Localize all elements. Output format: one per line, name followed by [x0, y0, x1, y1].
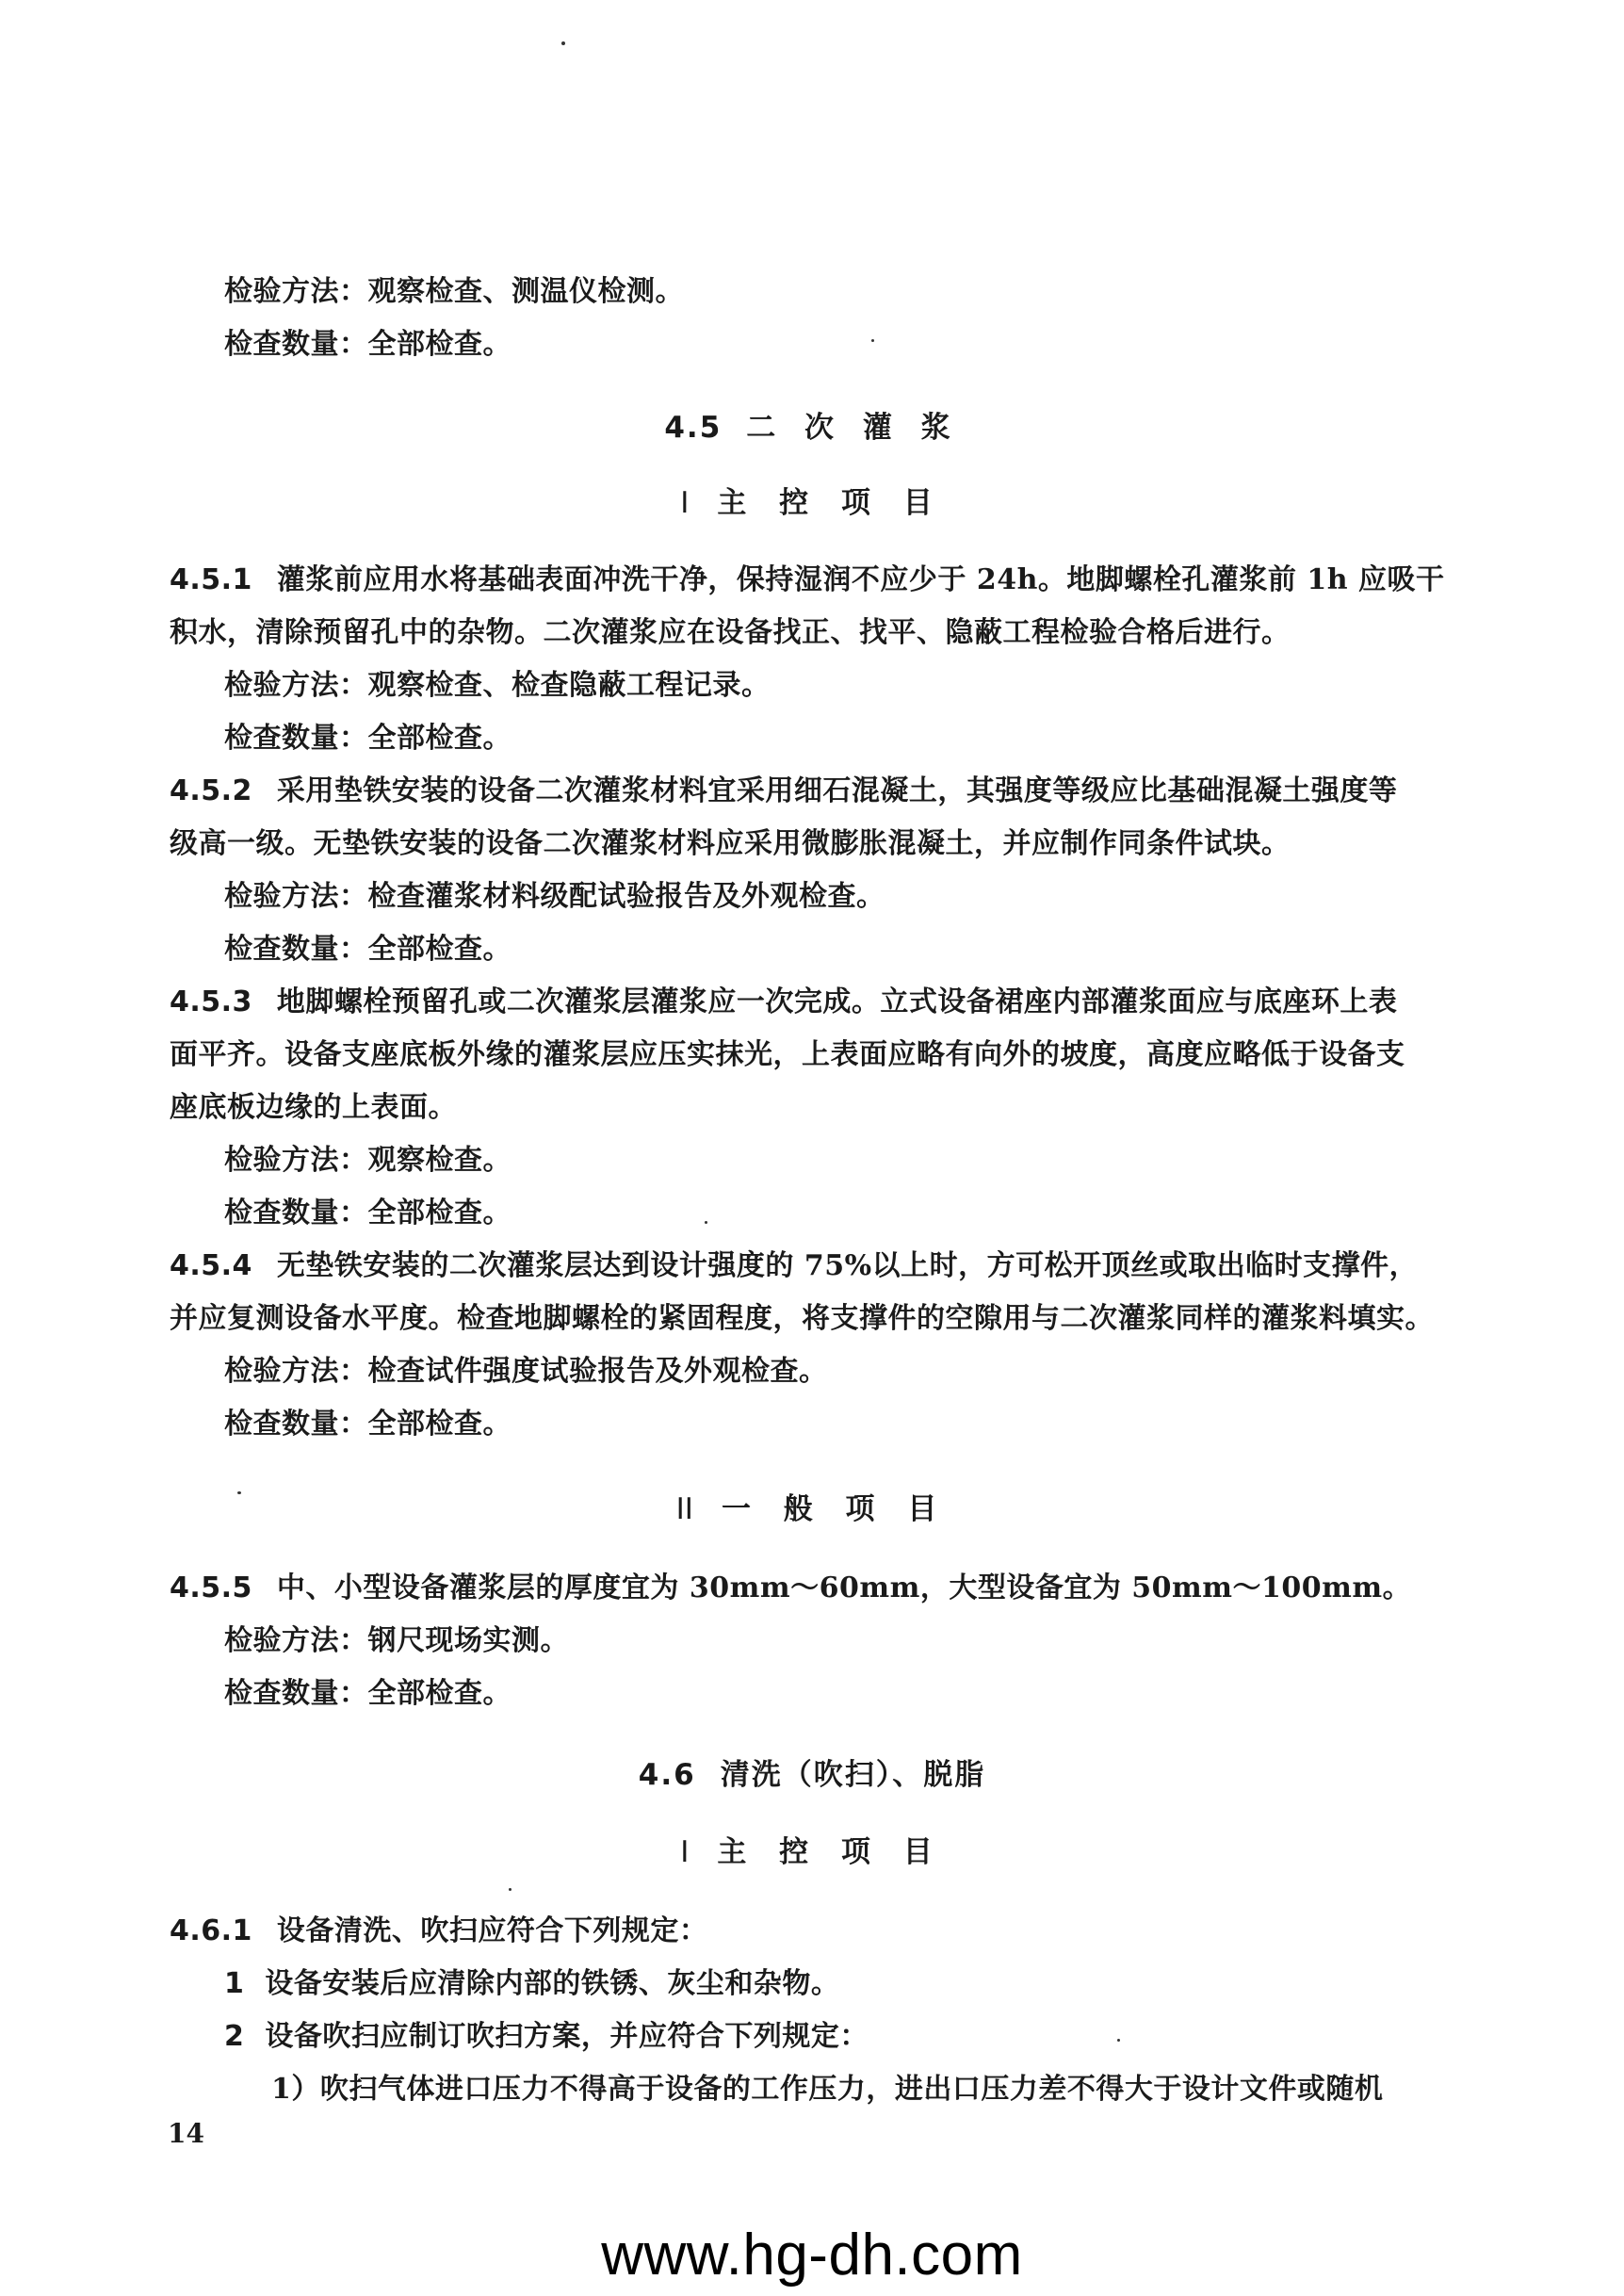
- inspection-quantity: 检查数量：全部检查。: [224, 1197, 512, 1229]
- section-heading-4-6: [0, 1756, 1624, 1794]
- inspection-method: 检验方法：检查灌浆材料级配试验报告及外观检查。: [224, 880, 885, 913]
- list-number: 1: [224, 1967, 245, 2000]
- section-title: 清洗（吹扫）、脱脂: [720, 1758, 986, 1792]
- scan-speck: [561, 41, 565, 45]
- page-number: 14: [168, 2118, 204, 2149]
- subsection-heading: [0, 484, 1624, 522]
- scan-speck: [509, 1888, 512, 1891]
- roman-numeral: II: [675, 1492, 693, 1526]
- clause-number: 4.6.1: [170, 1914, 252, 1947]
- inspection-method: 检验方法：观察检查、检查隐蔽工程记录。: [224, 669, 771, 702]
- clause-text: 设备清洗、吹扫应符合下列规定：: [276, 1914, 708, 1947]
- text-line: 座底板边缘的上表面。: [170, 1091, 457, 1124]
- inspection-method: 检验方法：检查试件强度试验报告及外观检查。: [224, 1355, 828, 1388]
- list-text: 设备吹扫应制订吹扫方案，并应符合下列规定：: [265, 2020, 869, 2053]
- subsection-title: 主 控 项 目: [717, 1835, 944, 1869]
- clause-number: 4.5.3: [170, 985, 252, 1018]
- scan-speck: [705, 1221, 707, 1224]
- clause-4-5-5: [170, 1570, 1411, 1607]
- clause-text: 无垫铁安装的二次灌浆层达到设计强度的 75%以上时，方可松开顶丝或取出临时支撑件，: [276, 1249, 1419, 1282]
- roman-numeral: I: [680, 1835, 690, 1869]
- roman-numeral: I: [680, 486, 690, 520]
- list-item: [224, 1965, 839, 2003]
- scan-speck: [237, 1491, 241, 1494]
- text-line: 积水，清除预留孔中的杂物。二次灌浆应在设备找正、找平、隐蔽工程检验合格后进行。: [170, 616, 1291, 649]
- list-text: 设备安装后应清除内部的铁锈、灰尘和杂物。: [265, 1967, 840, 2000]
- clause-4-5-1: [170, 562, 1445, 599]
- clause-4-6-1: [170, 1913, 707, 1950]
- subsection-title: 主 控 项 目: [717, 486, 944, 520]
- text-line: 检查数量：全部检查。: [224, 328, 512, 361]
- sub-list-item: 1）吹扫气体进口压力不得高于设备的工作压力，进出口压力差不得大于设计文件或随机: [271, 2073, 1384, 2106]
- text-line: 级高一级。无垫铁安装的设备二次灌浆材料应采用微膨胀混凝土，并应制作同条件试块。: [170, 827, 1291, 860]
- section-title: 二 次 灌 浆: [746, 411, 960, 445]
- subsection-title: 一 般 项 目: [721, 1492, 949, 1526]
- clause-4-5-2: [170, 773, 1397, 810]
- clause-number: 4.5.5: [170, 1571, 252, 1604]
- scan-speck: [871, 339, 874, 342]
- clause-text: 采用垫铁安装的设备二次灌浆材料宜采用细石混凝土，其强度等级应比基础混凝土强度等: [276, 774, 1398, 807]
- list-number: 2: [224, 2020, 245, 2053]
- text-line: 检验方法：观察检查、测温仪检测。: [224, 275, 684, 308]
- clause-4-5-4: [170, 1247, 1418, 1285]
- clause-text: 灌浆前应用水将基础表面冲洗干净，保持湿润不应少于 24h。地脚螺栓孔灌浆前 1h 应吸干: [276, 563, 1445, 596]
- inspection-method: 检验方法：钢尺现场实测。: [224, 1624, 569, 1657]
- section-number: 4.6: [638, 1758, 696, 1792]
- clause-number: 4.5.1: [170, 563, 252, 596]
- text-line: 面平齐。设备支座底板外缘的灌浆层应压实抹光，上表面应略有向外的坡度，高度应略低于设备支: [170, 1038, 1405, 1071]
- inspection-method: 检验方法：观察检查。: [224, 1144, 512, 1177]
- subsection-heading: [0, 1833, 1624, 1871]
- clause-number: 4.5.2: [170, 774, 252, 807]
- scan-speck: [1117, 2039, 1120, 2042]
- clause-number: 4.5.4: [170, 1249, 252, 1282]
- subsection-heading: [0, 1490, 1624, 1528]
- inspection-quantity: 检查数量：全部检查。: [224, 1677, 512, 1710]
- clause-text: 地脚螺栓预留孔或二次灌浆层灌浆应一次完成。立式设备裙座内部灌浆面应与底座环上表: [276, 985, 1398, 1018]
- inspection-quantity: 检查数量：全部检查。: [224, 1408, 512, 1441]
- inspection-quantity: 检查数量：全部检查。: [224, 722, 512, 755]
- clause-text: 中、小型设备灌浆层的厚度宜为 30mm～60mm，大型设备宜为 50mm～100mm。: [276, 1571, 1412, 1604]
- watermark-url: www.hg-dh.com: [601, 2223, 1023, 2288]
- text-line: 并应复测设备水平度。检查地脚螺栓的紧固程度，将支撑件的空隙用与二次灌浆同样的灌浆料填实。: [170, 1302, 1434, 1335]
- clause-4-5-3: [170, 984, 1397, 1021]
- inspection-quantity: 检查数量：全部检查。: [224, 933, 512, 966]
- section-number: 4.5: [664, 411, 723, 445]
- list-item: [224, 2018, 869, 2056]
- section-heading-4-5: [0, 409, 1624, 447]
